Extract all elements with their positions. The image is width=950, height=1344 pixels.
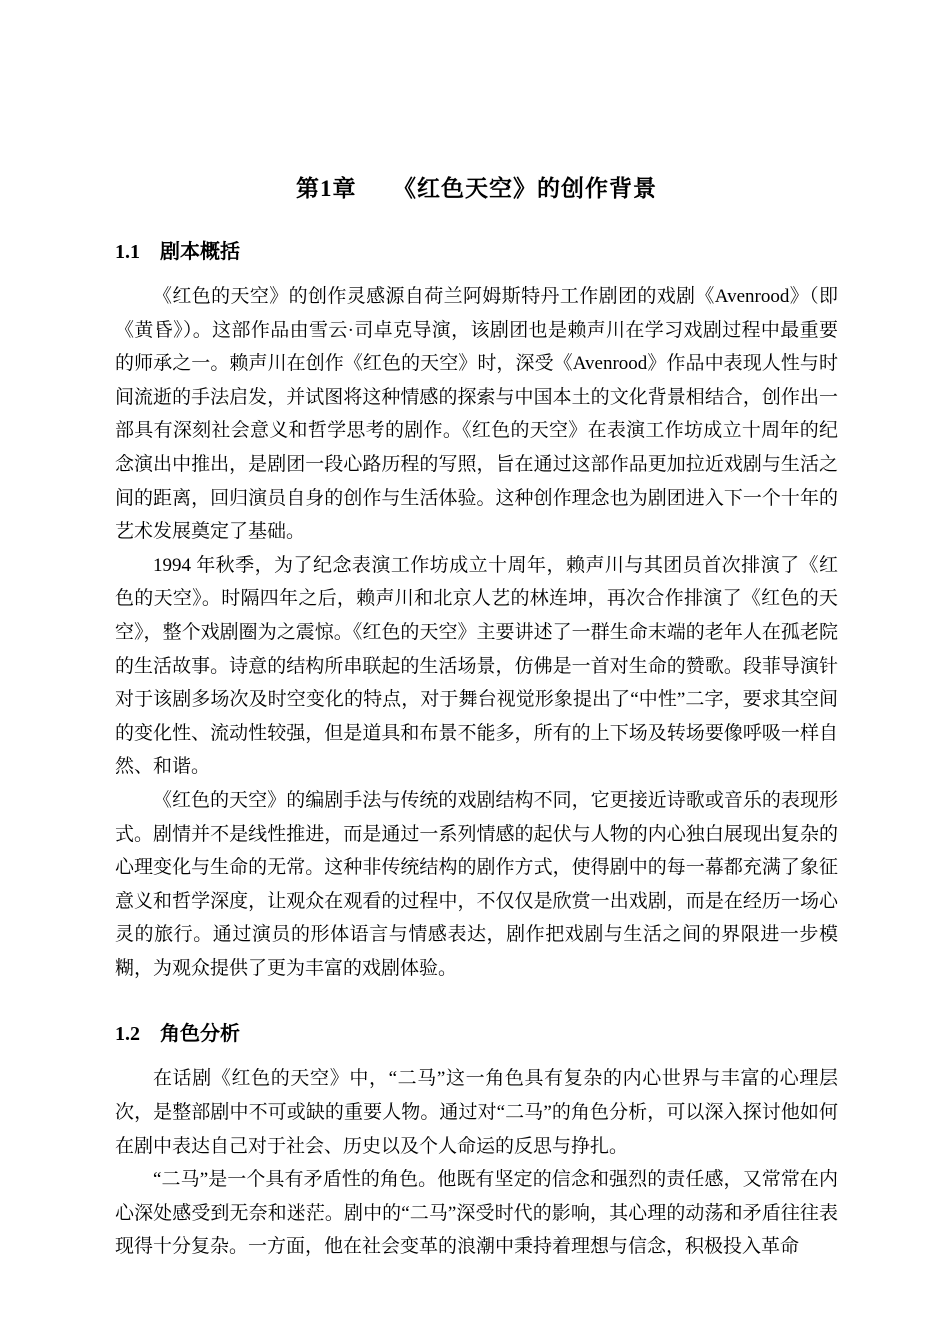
section-heading-1-2: 1.2 角色分析 <box>115 1023 240 1046</box>
paragraph-dramaturgy-style: 《红色的天空》的编剧手法与传统的戏剧结构不同，它更接近诗歌或音乐的表现形式。剧情并不是线性推进，而是通过一系列情感的起伏与人物的内心独白展现出复杂的心理变化与生命的无常。这种非传统结构的剧作方式，使得剧中的每一幕都充满了象征意义和哲学深度，让观众在观看的过程中，不仅仅是欣赏一出戏剧，而是在经历一场心灵的旅行。通过演员的形体语言与情感表达，剧作把戏剧与生活之间的界限进一步模糊，为观众提供了更为丰富的戏剧体验。 <box>115 789 838 979</box>
paragraph-origin-inspiration: 《红色的天空》的创作灵感源自荷兰阿姆斯特丹工作剧团的戏剧《Avenrood》（即《黄昏》）。这部作品由雪云·司卓克导演，该剧团也是赖声川在学习戏剧过程中最重要的师承之一。赖声川在创作《红色的天空》时，深受《Avenrood》作品中表现人性与时间流逝的手法启发，并试图将这种情感的探索与中国本土的文化背景相结合，创作出一部具有深刻社会意义和哲学思考的剧作。《红色的天空》在表演工作坊成立十周年的纪念演出中推出，是剧团一段心路历程的写照，旨在通过这部作品更加拉近戏剧与生活之间的距离，回归演员自身的创作与生活体验。这种创作理念也为剧团进入下一个十年的艺术发展奠定了基础。 <box>115 286 838 543</box>
section-script-summary <box>115 235 838 985</box>
paragraph-erma-contradiction: “二马”是一个具有矛盾性的角色。他既有坚定的信念和强烈的责任感，又常常在内心深处感受到无奈和迷茫。剧中的“二马”深受时代的影响，其心理的动荡和矛盾往往表现得十分复杂。一方面，他在社会变革的浪潮中秉持着理想与信念，积极投入革命 <box>115 1169 838 1258</box>
chapter-title: 第1章 《红色天空》的创作背景 <box>296 176 657 201</box>
paragraph-erma-intro: 在话剧《红色的天空》中，“二马”这一角色具有复杂的内心世界与丰富的心理层次，是整部剧中不可或缺的重要人物。通过对“二马”的角色分析，可以深入探讨他如何在剧中表达自己对于社会、历史以及个人命运的反思与挣扎。 <box>115 1068 838 1157</box>
section-heading-1-1: 1.1 剧本概括 <box>115 241 240 263</box>
paragraph-premiere-history: 1994 年秋季，为了纪念表演工作坊成立十周年，赖声川与其团员首次排演了《红色的天空》。时隔四年之后，赖声川和北京人艺的林连坤，再次合作排演了《红色的天空》，整个戏剧圈为之震惊。《红色的天空》主要讲述了一群生命末端的老年人在孤老院的生活故事。诗意的结构所串联起的生活场景，仿佛是一首对生命的赞歌。段菲导演针对于该剧多场次及时空变化的特点，对于舞台视觉形象提出了“中性”二字，要求其空间的变化性、流动性较强，但是道具和布景不能多，所有的上下场及转场要像呼吸一样自然、和谐。 <box>115 554 838 778</box>
section-character-analysis <box>115 1017 838 1264</box>
